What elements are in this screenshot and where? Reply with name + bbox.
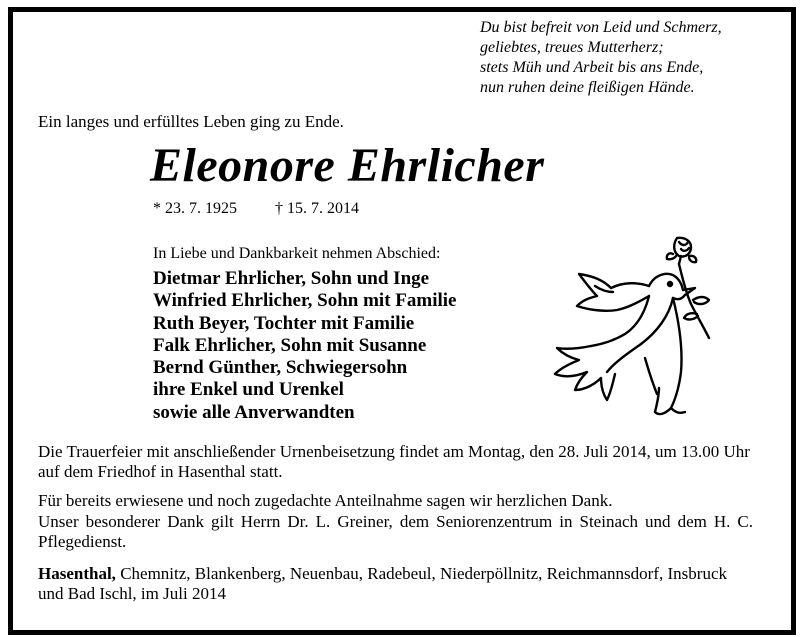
closing-town: Hasenthal,: [38, 564, 116, 583]
birth-date: * 23. 7. 1925: [153, 200, 237, 217]
closing-place-list: Chemnitz, Blankenberg, Neuenbau, Radebeul, Niederpöllnitz, Reichmannsdorf, Insbruck und Bad Ischl, im Juli 2014: [38, 564, 727, 603]
death-date: † 15. 7. 2014: [275, 200, 359, 217]
farewell-line: In Liebe und Dankbarkeit nehmen Abschied:: [153, 245, 441, 262]
mourner: Winfried Ehrlicher, Sohn mit Familie: [153, 290, 457, 312]
poem-line: stets Müh und Arbeit bis ans Ende,: [480, 59, 704, 76]
poem-line: Du bist befreit von Leid und Schmerz,: [480, 19, 722, 36]
funeral-notice: Die Trauerfeier mit anschließender Urnenbeisetzung findet am Montag, den 28. Juli 2014, um 13.00 Uhr auf dem Friedhof in Hasenthal statt.: [38, 442, 750, 481]
mourner: ihre Enkel und Urenkel: [153, 379, 344, 401]
mourner: Dietmar Ehrlicher, Sohn und Inge: [153, 268, 430, 289]
life-dates: [153, 200, 359, 218]
mourner: Bernd Günther, Schwiegersohn: [153, 357, 408, 379]
closing-places: [38, 564, 753, 604]
mourners-list: [153, 268, 456, 424]
dove-with-rose-icon: [545, 228, 720, 428]
poem-line: geliebtes, treues Mutterherz;: [480, 39, 664, 56]
thanks-special: Unser besonderer Dank gilt Herrn Dr. L. Greiner, dem Seniorenzentrum in Steinach und dem H. C. Pflegedienst.: [38, 512, 753, 551]
mourner: Ruth Beyer, Tochter mit Familie: [153, 312, 415, 334]
deceased-name: Eleonore Ehrlicher: [150, 139, 545, 192]
poem: [480, 18, 770, 98]
thanks-general: Für bereits erwiesene und noch zugedachte Anteilnahme sagen wir herzlichen Dank.: [38, 491, 613, 510]
mourner: sowie alle Anverwandten: [153, 401, 355, 423]
poem-line: nun ruhen deine fleißigen Hände.: [480, 79, 695, 96]
mourner: Falk Ehrlicher, Sohn mit Susanne: [153, 334, 427, 356]
intro-text: Ein langes und erfülltes Leben ging zu Ende.: [38, 112, 344, 131]
